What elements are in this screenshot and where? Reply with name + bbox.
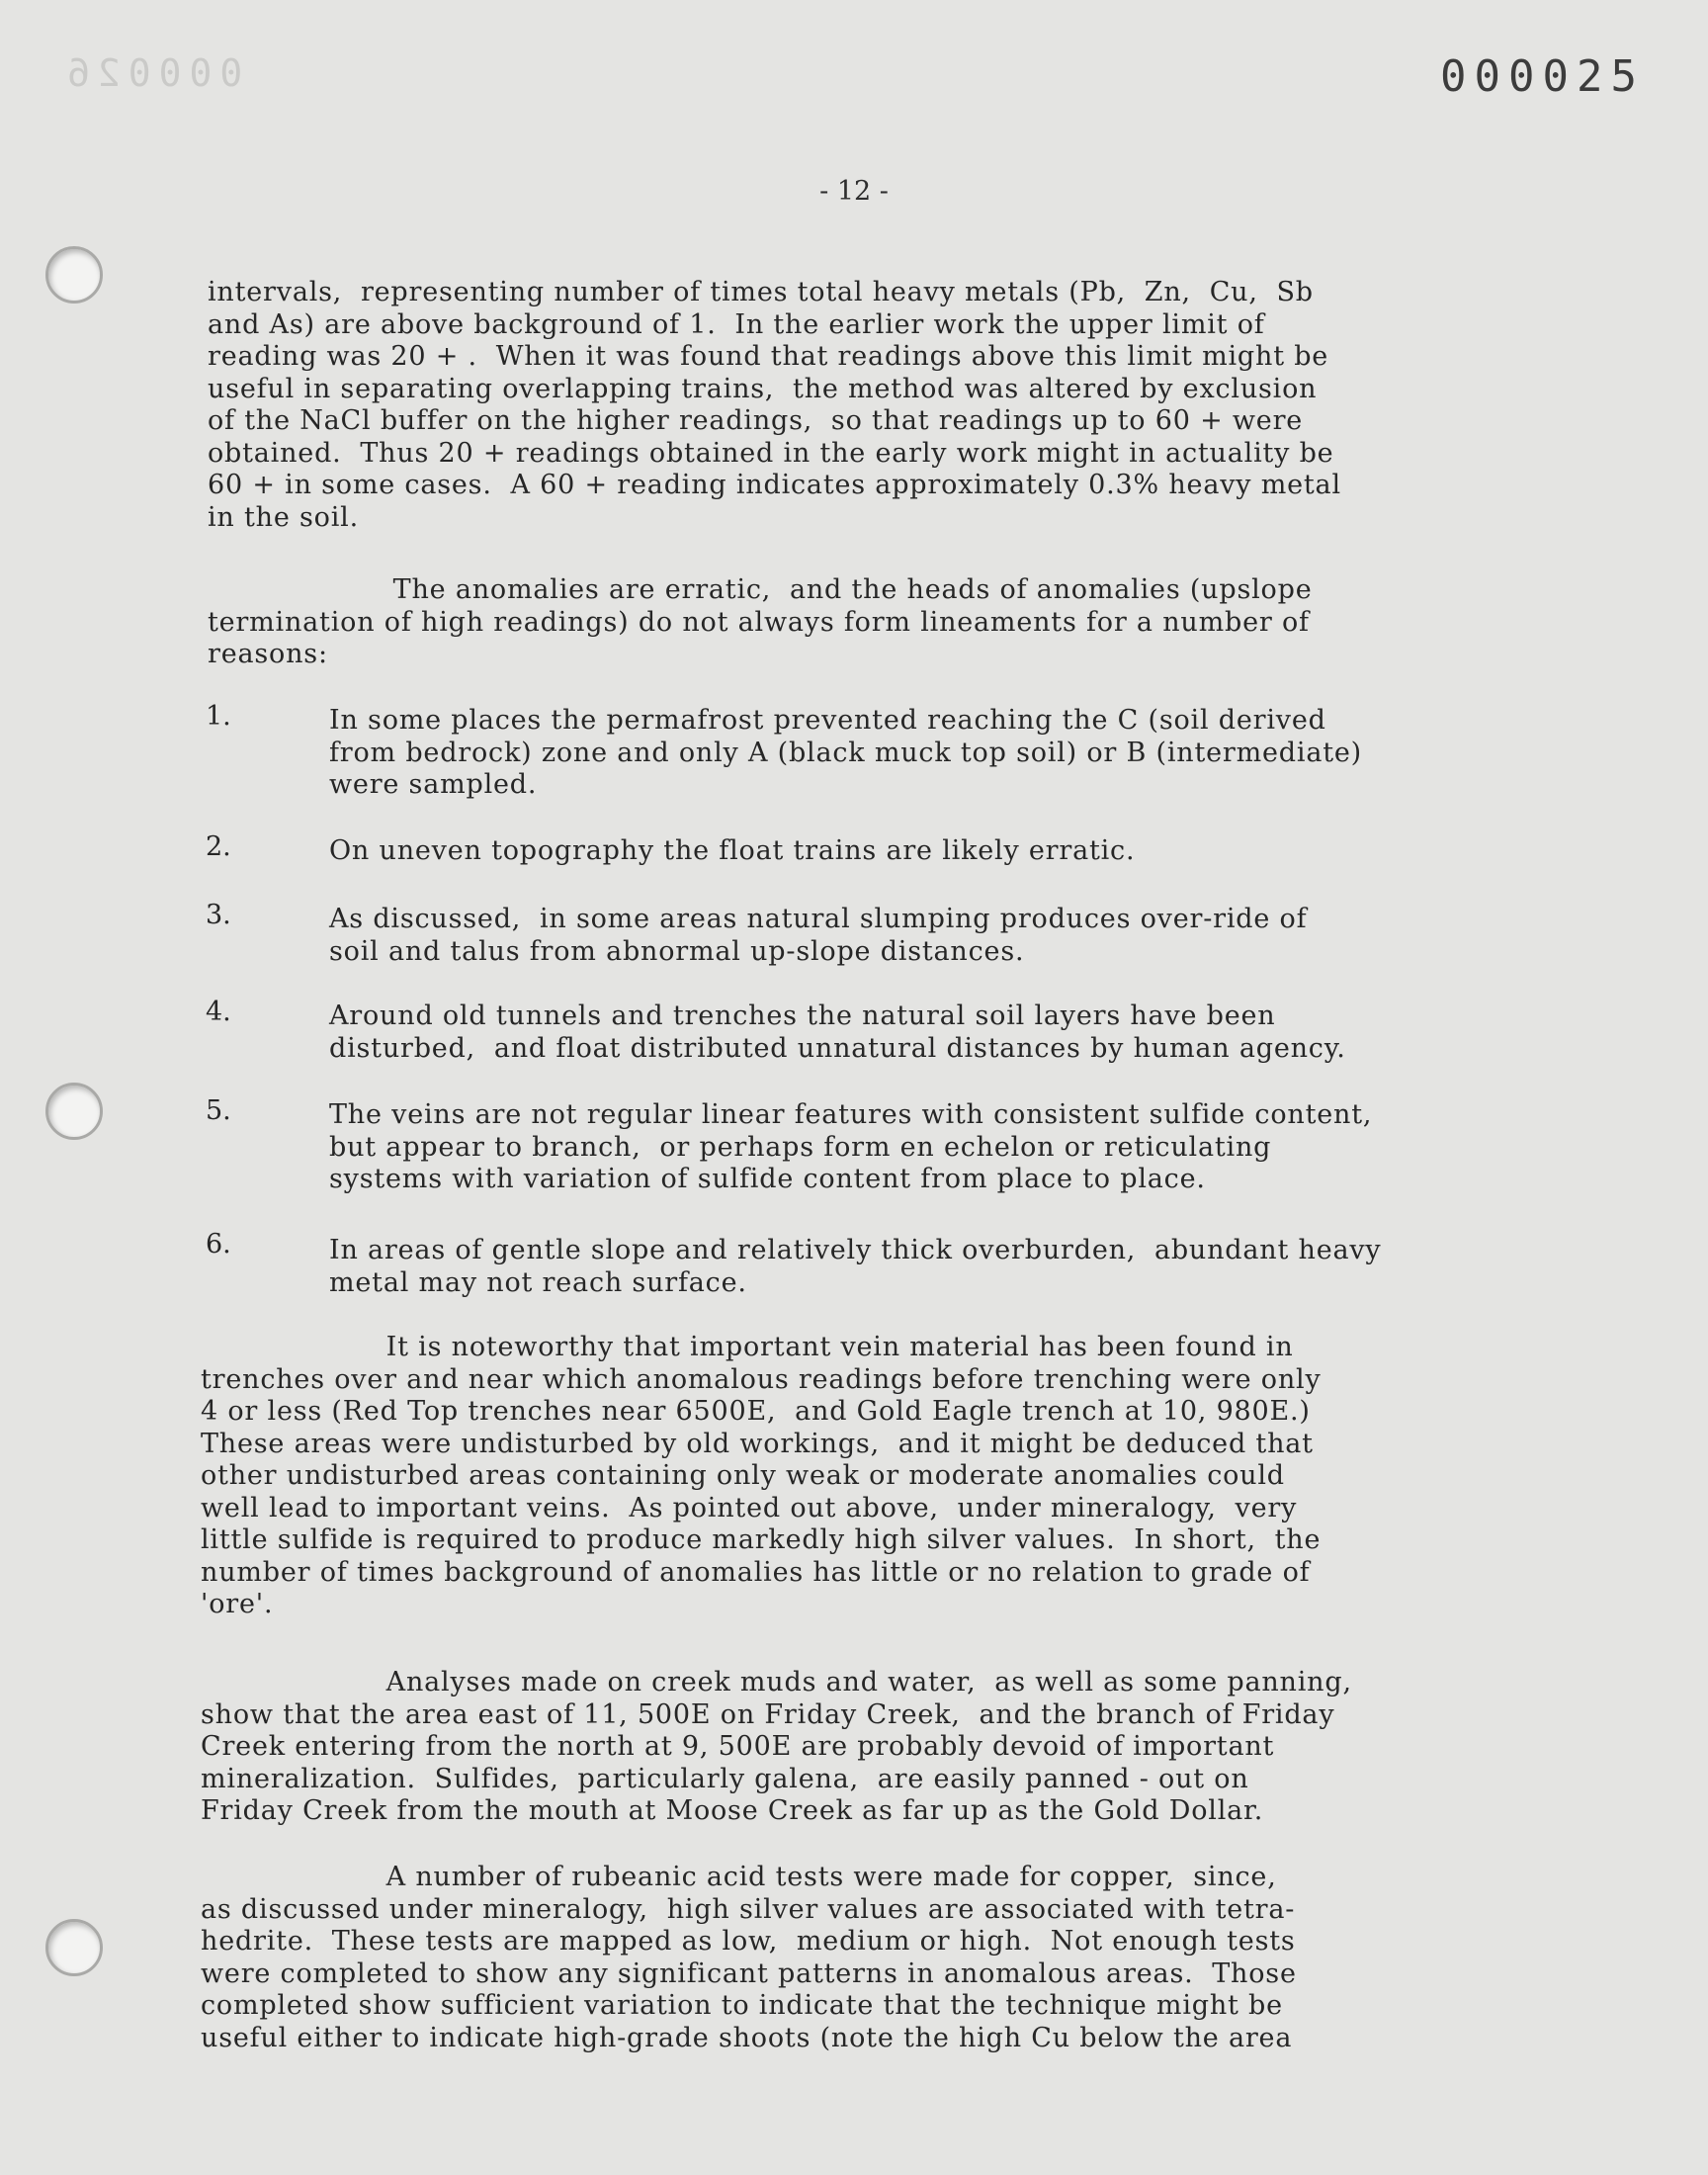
- reason-number: 5.: [206, 1095, 231, 1126]
- bleed-through-page-id: 000026: [59, 51, 243, 95]
- reason-text: Around old tunnels and trenches the natural soil layers have been disturbed, and float distributed unnatural distances by human agency.: [329, 1000, 1346, 1064]
- punch-hole-icon: [45, 1919, 103, 1976]
- page-id-stamp: 000025: [1440, 51, 1645, 102]
- punch-hole-icon: [45, 1083, 103, 1140]
- reason-text: In some places the permafrost prevented reaching the C (soil derived from bedrock) zone and only A (black muck top soil) or B (intermediate) were sampled.: [329, 705, 1362, 800]
- reason-text: As discussed, in some areas natural slumping produces over-ride of soil and talus from abnormal up-slope distances.: [329, 904, 1308, 967]
- reason-number: 3.: [206, 900, 231, 930]
- reason-text: The veins are not regular linear features with consistent sulfide content, but appear to branch, or perhaps form en echelon or reticulating systems with variation of sulfide content from place to place.: [329, 1099, 1373, 1194]
- paragraph-rubeanic-acid: A number of rubeanic acid tests were made for copper, since, as discussed under mineralogy, high silver values are associated with tetra- hedrite. These tests are mapped as low, medium or high. Not enough tests were completed to show any significant patterns in anomalous areas. Those completed show sufficient variation to indicate that the technique might be useful either to indicate high-grade shoots (note the high Cu below the area: [201, 1862, 1297, 2053]
- punch-hole-icon: [45, 246, 103, 304]
- reason-number: 1.: [206, 701, 231, 732]
- reason-number: 4.: [206, 997, 231, 1027]
- reason-number: 2.: [206, 831, 231, 862]
- reason-text: In areas of gentle slope and relatively thick overburden, abundant heavy metal may not reach surface.: [329, 1235, 1382, 1298]
- reason-text: On uneven topography the float trains are likely erratic.: [329, 835, 1136, 866]
- paragraph-anomalies-erratic: The anomalies are erratic, and the heads of anomalies (upslope termination of high readings) do not always form lineaments for a number of reasons:: [208, 574, 1313, 669]
- paragraph-creek-muds: Analyses made on creek muds and water, as well as some panning, show that the area east of 11, 500E on Friday Creek, and the branch of Friday Creek entering from the north at 9, 500E are probably devoid of important mineralization. Sulfides, particularly galena, are easily panned - out on Friday Creek from the mouth at Moose Creek as far up as the Gold Dollar.: [201, 1667, 1352, 1826]
- reason-number: 6.: [206, 1229, 231, 1260]
- paragraph-intervals: intervals, representing number of times total heavy metals (Pb, Zn, Cu, Sb and As) are above background of 1. In the earlier work the upper limit of reading was 20 + . When it was found that readings above this limit might be useful in separating overlapping trains, the method was altered by exclusion of the NaCl buffer on the higher readings, so that readings up to 60 + were obtained. Thus 20 + readings obtained in the early work might in actuality be 60 + in some cases. A 60 + reading indicates approximately 0.3% heavy metal in the soil.: [208, 277, 1341, 533]
- paragraph-noteworthy: It is noteworthy that important vein material has been found in trenches over and near which anomalous readings before trenching were only 4 or less (Red Top trenches near 6500E, and Gold Eagle trench at 10, 980E.) These areas were undisturbed by old workings, and it might be deduced that other undisturbed areas containing only weak or moderate anomalies could well lead to important veins. As pointed out above, under mineralogy, very little sulfide is required to produce markedly high silver values. In short, the number of times background of anomalies has little or no relation to grade of 'ore'.: [201, 1332, 1322, 1619]
- page-number: - 12 -: [819, 176, 889, 207]
